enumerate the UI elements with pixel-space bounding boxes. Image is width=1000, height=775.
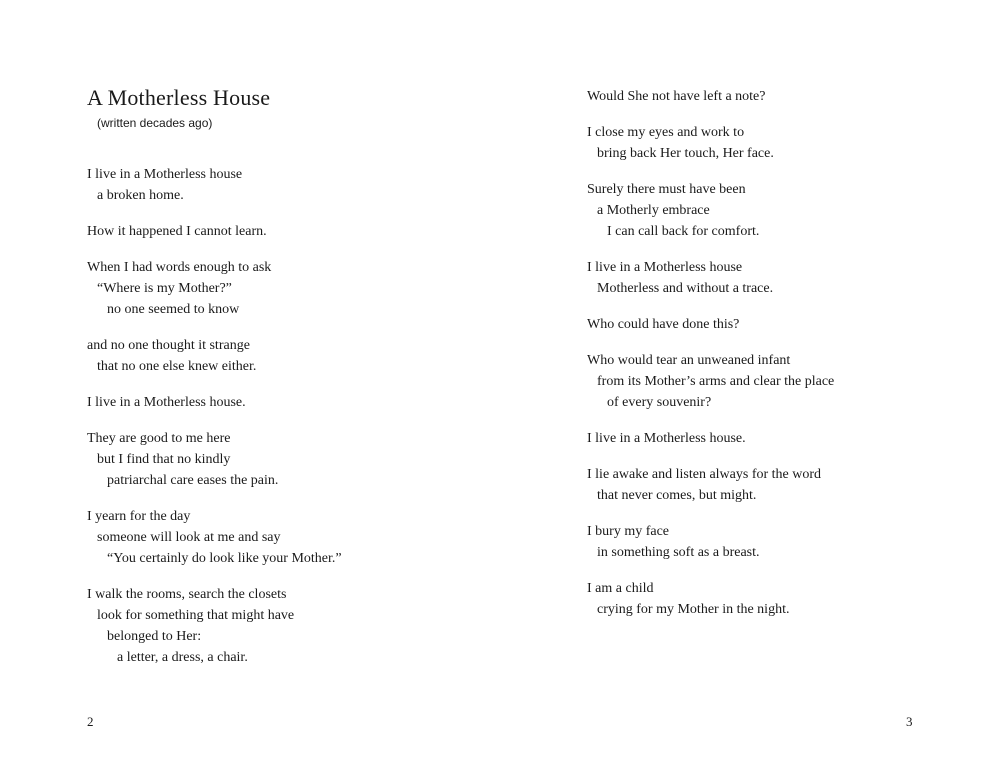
poem-line: and no one thought it strange xyxy=(87,338,250,353)
poem-subtitle: (written decades ago) xyxy=(97,116,213,130)
poem-line: I live in a Motherless house. xyxy=(587,431,746,446)
poem-line: look for something that might have xyxy=(97,608,295,623)
poem-line: I close my eyes and work to xyxy=(587,125,745,140)
stanza xyxy=(87,221,342,242)
poem-line: that never comes, but might. xyxy=(597,488,757,503)
poem-line: Would She not have left a note? xyxy=(587,89,766,104)
page-number: 2 xyxy=(87,714,94,729)
poem-line: patriarchal care eases the pain. xyxy=(107,473,279,488)
poem-line: I am a child xyxy=(587,581,654,596)
poem-line: I live in a Motherless house xyxy=(87,167,243,182)
poem-line: belonged to Her: xyxy=(107,629,202,644)
right-page xyxy=(500,0,1000,775)
poem-line: bring back Her touch, Her face. xyxy=(597,146,774,161)
poem-line: a letter, a dress, a chair. xyxy=(117,650,248,665)
stanza xyxy=(587,122,834,164)
poem-line: They are good to me here xyxy=(87,431,231,446)
poem-line: that no one else knew either. xyxy=(97,359,257,374)
stanza xyxy=(87,392,342,413)
poem-line: When I had words enough to ask xyxy=(87,260,272,275)
poem-line: “You certainly do look like your Mother.” xyxy=(107,551,342,566)
poem-line: in something soft as a breast. xyxy=(597,545,760,560)
poem-body-left xyxy=(87,164,342,683)
poem-line: Motherless and without a trace. xyxy=(597,281,774,296)
stanza xyxy=(587,86,834,107)
poem-line: I can call back for comfort. xyxy=(607,224,760,239)
poem-title: A Motherless House xyxy=(87,85,271,110)
stanza xyxy=(87,428,342,491)
poem-line: but I find that no kindly xyxy=(97,452,231,467)
poem-line: I walk the rooms, search the closets xyxy=(87,587,287,602)
poem-line: crying for my Mother in the night. xyxy=(597,602,790,617)
stanza xyxy=(87,335,342,377)
stanza xyxy=(87,257,342,320)
poem-line: a broken home. xyxy=(97,188,184,203)
poem-line: I lie awake and listen always for the word xyxy=(587,467,822,482)
stanza xyxy=(587,578,834,620)
stanza xyxy=(87,506,342,569)
stanza xyxy=(587,464,834,506)
stanza xyxy=(587,179,834,242)
poem-line: How it happened I cannot learn. xyxy=(87,224,267,239)
poem-line: Who could have done this? xyxy=(587,317,740,332)
stanza xyxy=(587,257,834,299)
poem-line: “Where is my Mother?” xyxy=(97,281,232,296)
poem-line: Who would tear an unweaned infant xyxy=(587,353,791,368)
poem-line: no one seemed to know xyxy=(107,302,240,317)
page-number: 3 xyxy=(906,714,913,729)
stanza xyxy=(587,428,834,449)
poem-line: I live in a Motherless house xyxy=(587,260,743,275)
stanza xyxy=(87,584,342,668)
poem-line: I bury my face xyxy=(587,524,670,539)
poem-line: from its Mother’s arms and clear the place xyxy=(597,374,835,389)
poem-line: I live in a Motherless house. xyxy=(87,395,246,410)
poem-body-right xyxy=(587,86,834,635)
poem-line: Surely there must have been xyxy=(587,182,746,197)
poem-line: someone will look at me and say xyxy=(97,530,281,545)
stanza xyxy=(87,164,342,206)
stanza xyxy=(587,521,834,563)
poem-line: a Motherly embrace xyxy=(597,203,710,218)
poem-line: of every souvenir? xyxy=(607,395,712,410)
stanza xyxy=(587,350,834,413)
stanza xyxy=(587,314,834,335)
poem-line: I yearn for the day xyxy=(87,509,191,524)
